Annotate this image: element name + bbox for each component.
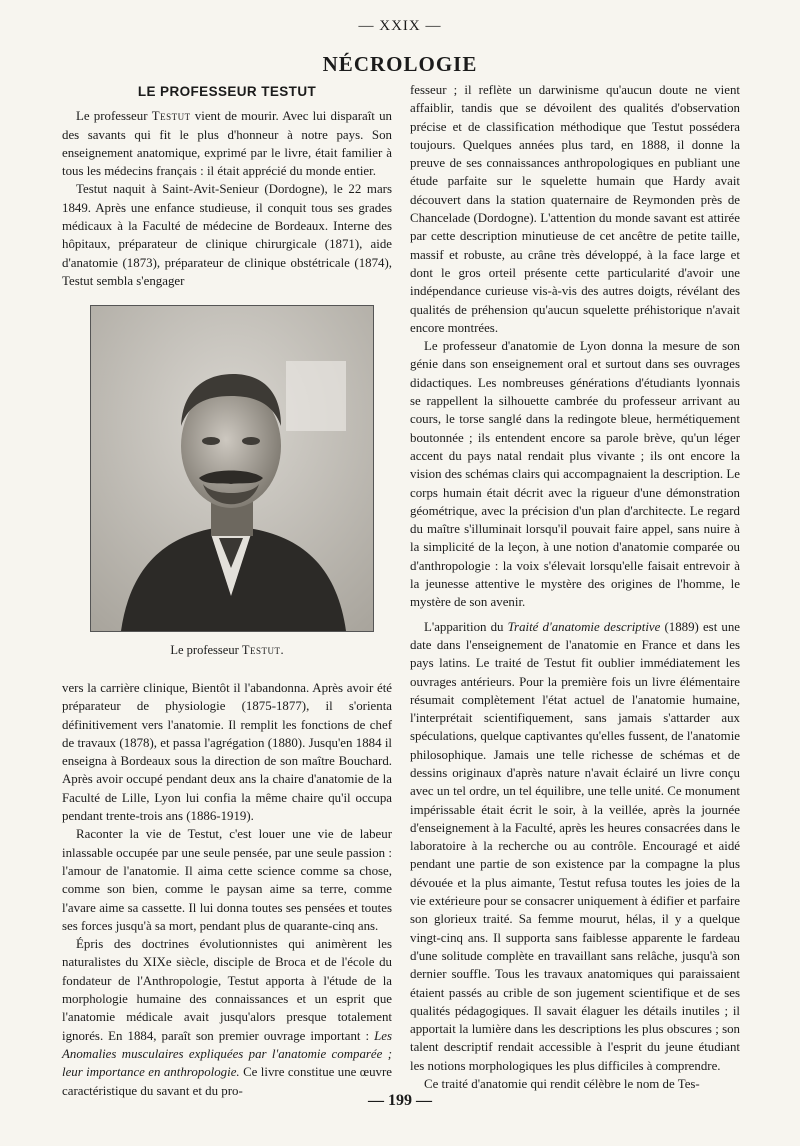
- section-title: NÉCROLOGIE: [322, 52, 478, 76]
- right-column: [410, 81, 740, 1093]
- paragraph: Raconter la vie de Testut, c'est louer une vie de labeur inlassable occupée par une seule pensée, par une seule passion : l'amour de l'anatomie. Il aima cette science comme sa chose, comme son bien, comme le paysan aime sa terre, comme l'avare aime sa cassette. Il lui donna toutes ses pensées et toutes ses forces jusqu'à sa mort, pendant plus de quarante-cinq ans.: [62, 827, 392, 933]
- portrait-photo: [90, 305, 374, 632]
- left-column-bottom: [62, 679, 392, 1100]
- paragraph: Ce traité d'anatomie qui rendit célèbre le nom de Tes-: [424, 1077, 700, 1092]
- paragraph: Épris des doctrines évolutionnistes qui animèrent les naturalistes du XIXe siècle, disciple de Broca et de l'école du fondateur de l'Anthropologie, Testut apporta à l'étude de la morphologie humaine des connaissances et un esprit que l'anatomie médicale avait jusqu'alors presque totalement ignorés. En 1884, paraît son premier ouvrage important : Les Anomalies musculaires expliquées par l'anatomie comparée ; leur importance en anthropologie. Ce livre constitue une œuvre caractéristique du savant et du pro-: [62, 937, 392, 1098]
- paragraph: fesseur ; il reflète un darwinisme qu'aucun doute ne vient affaiblir, tandis que se dévoilent des qualités d'observation précise et de classification méthodique que Testut possédera toujours. Quelques années plus tard, en 1888, il donne la preuve de ses connaissances anthropologiques en publiant une étude parfaite sur le squelette humain que Hardy avait découvert dans la station quaternaire de Reymonden près de Chancelade (Dordogne). L'attention du monde savant est attirée par cette description minutieuse de cet ancêtre de petite taille, massif et robuste, au crâne très développé, à la face large et dont le gros orteil présente cette particularité d'avoir une indépendance curieuse vis-à-vis des autres doigts, révélant des qualités de préhension qu'aucun squelette préhistorique n'avait encore montrées.: [410, 83, 740, 335]
- paragraph: L'apparition du Traité d'anatomie descriptive (1889) est une date dans l'enseignement de l'anatomie en France et dans les pays latins. Le traité de Testut fit oublier immédiatement les ouvrages antérieurs. Pour la première fois un livre élémentaire résumait complètement l'état actuel de l'anatomie humaine, l'interprétait scientifiquement, sans jamais s'attarder aux spéculations, quelque captivantes qu'elles fussent, de l'anatomie philosophique. Jamais une telle richesse de schémas et de dessins originaux d'après nature n'avait éclairé un livre conçu avec un tel ordre, un tel équilibre, une telle unité. Ce monument impérissable était écrit le soir, à la veillée, après la journée d'enseignement à la Faculté, après les heures consacrées dans le laboratoire à la recherche ou au contrôle. Encouragé et aidé pendant une partie de son existence par la compagne la plus dévouée et la plus aimante, Testut refusa toutes les joies de la vie extérieure pour se consacrer uniquement à édifier et parfaire son glorieux traité. Sa femme mourut, hélas, il y a quelque vingt-cinq ans. Il supporta sans faiblesse apparente le fardeau d'une solitude complète en travaillant sans relâche, jusqu'à son dernier souffle. Tous les travaux anatomiques qui paraissaient étaient passés au crible de son jugement scientifique et de ses qualités pédagogiques. Il savait élaguer les détails inutiles ; il apportait la lumière dans les descriptions les plus obscures ; son talent descriptif rendait accessible à l'esprit du jeune étudiant les notions morphologiques les plus difficiles à comprendre.: [410, 619, 741, 1073]
- page-number: — 199 —: [368, 1092, 432, 1109]
- article-title: LE PROFESSEUR TESTUT: [137, 84, 317, 99]
- photo-caption: Le professeur Testut.: [170, 643, 284, 657]
- left-column-top: [62, 83, 392, 290]
- portrait-illustration: [91, 306, 373, 631]
- paragraph: Le professeur d'anatomie de Lyon donna la mesure de son génie dans son enseignement oral et surtout dans ses ouvrages didactiques. Les nombreuses générations d'étudiants lyonnais se rappellent la silhouette cambrée du professeur arrivant au cours, le torse sanglé dans la redingote bleue, hermétiquement boutonnée ; ils entendent encore sa parole brève, qu'un léger accent du pays natal rendait plus vivante ; ils ont encore la vision des schémas clairs qui accompagnaient la description. Le corps humain était décrit avec la rigueur d'une démonstration géométrique, avec la précision d'un plan d'architecte. Le regard du maître s'illuminait lorsqu'il pouvait faire appel, sans nuire à la simplicité de la leçon, à une notion d'anatomie comparée ou d'anthropologie : la voix s'élevait lorsqu'elle faisait entrevoir à la jeunesse attentive le mystère des origines de l'homme, le mystère de son avenir.: [410, 339, 740, 610]
- paragraph: vers la carrière clinique, Bientôt il l'abandonna. Après avoir été préparateur de physiologie (1875-1877), il s'orienta définitivement vers l'anatomie. Il remplit les fonctions de chef de travaux (1878), et passa l'agrégation (1880). Jusqu'en 1884 il enseigna à Bordeaux sous la direction de son maître Bouchard. Après avoir occupé pendant deux ans la chaire d'anatomie de la Faculté de Lille, Lyon lui confia la même chaire qu'il occupa pendant trente-trois ans (1886-1919).: [62, 681, 392, 824]
- running-page-number: — XXIX —: [358, 18, 442, 34]
- paragraph: Testut naquit à Saint-Avit-Senieur (Dordogne), le 22 mars 1849. Après une enfance studieuse, il conquit tous ses grades médicaux à la Faculté de médecine de Bordeaux. Interne des hôpitaux, préparateur de clinique chirurgicale (1871), aide d'anatomie (1873), préparateur de clinique obstétricale (1874), Testut sembla s'engager: [62, 182, 392, 288]
- paragraph: Le professeur Testut vient de mourir. Avec lui disparaît un des savants qui fit le plus d'honneur à notre pays. Son enseignement anatomique, exprimé par le livre, était familier à tous les médecins français : il était apprécié du monde entier.: [62, 109, 392, 179]
